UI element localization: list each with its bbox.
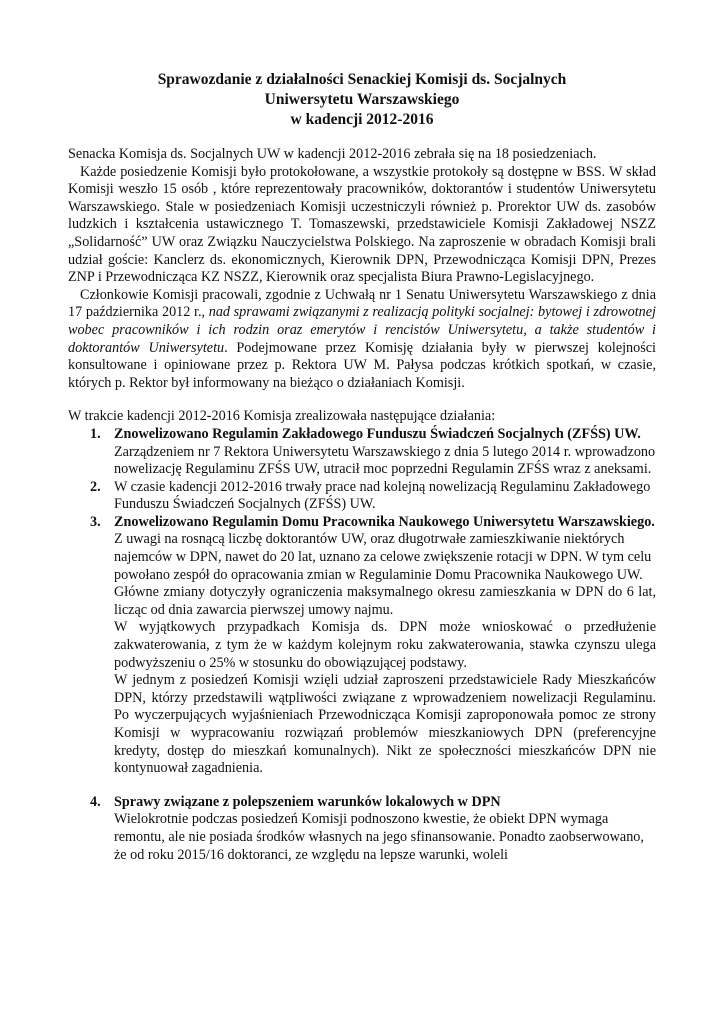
list-item-number: 4. — [90, 793, 101, 810]
list-item-number: 3. — [90, 513, 101, 530]
document-title — [60, 70, 664, 130]
intro-paragraph-3 — [68, 287, 656, 393]
list-item-heading: Znowelizowano Regulamin Zakładowego Funduszu Świadczeń Socjalnych (ZFŚS) UW. — [114, 425, 641, 442]
list-item-text: Główne zmiany dotyczyły ograniczenia maksymalnego okresu zamieszkania w DPN do 6 lat, licząc od dnia zawarcia pierwszej umowy najmu. — [114, 584, 656, 618]
actions-list — [68, 426, 656, 864]
list-item-heading: Znowelizowano Regulamin Domu Pracownika Naukowego Uniwersytetu Warszawskiego. — [114, 513, 655, 530]
title-line-3: w kadencji 2012-2016 — [290, 111, 434, 128]
list-item-3 — [68, 514, 656, 778]
list-item-2 — [68, 479, 656, 514]
list-item-text: Zarządzeniem nr 7 Rektora Uniwersytetu Warszawskiego z dnia 5 lutego 2014 r. wprowadzono nowelizację Regulaminu ZFŚS UW, utracił moc poprzedni Regulamin ZFŚS wraz z aneksami. — [114, 443, 656, 478]
list-item-number: 1. — [90, 425, 101, 442]
title-line-1: Sprawozdanie z działalności Senackiej Komisji ds. Socjalnych — [157, 71, 567, 88]
document-body — [68, 146, 656, 864]
list-item-text: Wielokrotnie podczas posiedzeń Komisji podnoszono kwestie, że obiekt DPN wymaga remontu, ale nie posiada środków własnych na jego sfinansowanie. Ponadto zaobserwowano, że od roku 2015/16 doktoranci, ze względu na lepsze warunki, woleli — [114, 811, 644, 863]
intro-paragraph-2: Każde posiedzenie Komisji było protokołowane, a wszystkie protokoły są dostępne w BSS. W skład Komisji weszło 15 osób , które reprezentowały pracowników, doktorantów i studentów Uniwersytetu Warszawskiego. Stale w posiedzeniach Komisji uczestniczyli również p. Prorektor UW ds. zasobów ludzkich i kształcenia ustawicznego T. Tomaszewski, przedstawiciele Komisji Zakładowej NSZZ „Solidarność” UW oraz Związku Nauczycielstwa Polskiego. Na zaproszenie w obradach Komisji brali udział goście: Kanclerz ds. ekonomicznych, Kierownik DPN, Przewodnicząca Komisji DPN, Prezes ZNP i Przewodnicząca KZ NSZZ, Kierownik oraz specjalista Biura Prawno-Legislacyjnego. — [68, 163, 656, 286]
title-line-2: Uniwersytetu Warszawskiego — [264, 91, 460, 108]
list-item-heading: Sprawy związane z polepszeniem warunków lokalowych w DPN — [114, 793, 501, 810]
list-item-text: Z uwagi na rosnącą liczbę doktorantów UW, oraz długotrwałe zamieszkiwanie niektórych najemców w DPN, nawet do 20 lat, uznano za celowe zwiększenie rotacji w DPN. W tym celu powołano zespół do opracowania zmian w Regulaminie Domu Pracownika Naukowego UW. — [114, 531, 652, 583]
list-item-text: W jednym z posiedzeń Komisji wzięli udział zaproszeni przedstawiciele Rady Mieszkańców DPN, którzy przedstawili wątpliwości związane z wprowadzeniem nowelizacji Regulaminu. Po wyczerpujących wyjaśnieniach Przewodnicząca Komisji zaproponowała pomoc ze strony Komisji w wypracowaniu rozwiązań problemów mieszkaniowych DPN (preferencyjne kredyty, dostęp do mieszkań komunalnych). Nikt ze społeczności mieszkańców DPN nie kontynuował zagadnienia. — [114, 672, 656, 777]
intro-p3-quote: nad sprawami związanymi z realizacją polityki socjalnej: bytowej i zdrowotnej wobec pracowników i ich rodzin oraz emerytów i rencistów Uniwersytetu, a także studentów i doktorantów Uniwersytetu — [68, 304, 656, 356]
list-item-4 — [68, 794, 656, 864]
list-item-number: 2. — [90, 478, 101, 495]
list-item-1 — [68, 426, 656, 479]
intro-paragraph-1: Senacka Komisja ds. Socjalnych UW w kadencji 2012-2016 zebrała się na 18 posiedzeniach. — [68, 146, 597, 162]
list-item-text: W wyjątkowych przypadkach Komisja ds. DPN może wnioskować o przedłużenie zakwaterowania, z tym że w każdym kolejnym roku zakwaterowania, stawka czynszu ulega podwyższeniu o 25% w stosunku do obowiązującej podstawy. — [114, 619, 656, 671]
intro-p3-start: Członkowie Komisji pracowali, zgodnie z Uchwałą nr 1 Senatu Uniwersytetu Warszawskiego z dnia 17 października 2012 r., — [68, 286, 656, 321]
intro-p3-end: . Podejmowane przez Komisję działania były w pierwszej kolejności konsultowane i opiniowane przez p. Rektora UW M. Pałysa podczas krótkich spotkań, w czasie, których p. Rektor był informowany na bieżąco o działaniach Komisji. — [68, 339, 657, 391]
list-intro: W trakcie kadencji 2012-2016 Komisja zrealizowała następujące działania: — [68, 408, 496, 425]
list-item-text: W czasie kadencji 2012-2016 trwały prace nad kolejną nowelizacją Regulaminu Zakładowego Funduszu Świadczeń Socjalnych (ZFŚS) UW. — [114, 478, 651, 513]
